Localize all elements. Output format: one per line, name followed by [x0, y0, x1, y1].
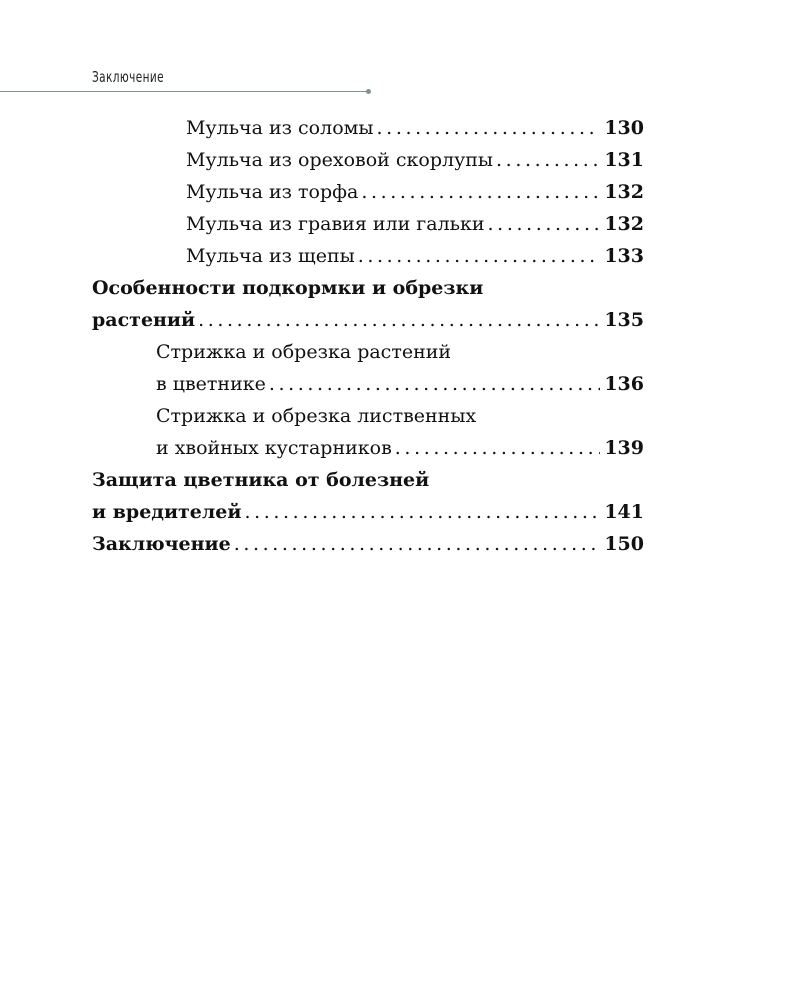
toc-entry-page: 150 — [604, 533, 644, 555]
toc-subsection-heading[interactable] — [92, 336, 644, 368]
toc-entry[interactable] — [92, 176, 644, 208]
dot-leader — [234, 528, 601, 560]
toc-entry-title: и хвойных кустарников — [156, 437, 392, 459]
toc-entry-page: 132 — [604, 181, 644, 203]
toc-entry-title: Мульча из соломы — [186, 117, 374, 139]
toc-entry[interactable] — [92, 144, 644, 176]
toc-entry-title: Мульча из ореховой скорлупы — [186, 149, 494, 171]
header-rule-dot — [366, 89, 371, 94]
toc-entry-title: Заключение — [92, 533, 231, 555]
toc-entry-title: Мульча из торфа — [186, 181, 359, 203]
dot-leader — [496, 144, 600, 176]
table-of-contents — [92, 112, 644, 560]
toc-entry[interactable] — [92, 208, 644, 240]
dot-leader — [358, 240, 601, 272]
toc-subsection-heading[interactable] — [92, 400, 644, 432]
toc-entry[interactable] — [92, 528, 644, 560]
dot-leader — [361, 176, 600, 208]
toc-entry-page: 131 — [604, 149, 644, 171]
toc-entry-title: Особенности подкормки и обрезки — [92, 277, 484, 299]
toc-entry-page: 139 — [604, 437, 644, 459]
toc-entry[interactable] — [92, 240, 644, 272]
toc-entry-page: 132 — [604, 213, 644, 235]
dot-leader — [269, 368, 600, 400]
toc-entry[interactable] — [92, 112, 644, 144]
toc-section-heading[interactable] — [92, 272, 644, 304]
toc-entry-title: и вредителей — [92, 501, 242, 523]
toc-section-heading[interactable] — [92, 464, 644, 496]
dot-leader — [488, 208, 601, 240]
toc-entry-page: 135 — [604, 309, 644, 331]
toc-entry[interactable] — [92, 432, 644, 464]
toc-entry[interactable] — [92, 496, 644, 528]
toc-entry-title: Мульча из щепы — [186, 245, 355, 267]
dot-leader — [198, 304, 600, 336]
toc-entry-title: Мульча из гравия или гальки — [186, 213, 485, 235]
toc-entry-title: Стрижка и обрезка растений — [156, 341, 452, 363]
toc-entry-page: 133 — [604, 245, 644, 267]
dot-leader — [395, 432, 601, 464]
running-header: Заключение — [92, 68, 164, 86]
header-rule — [0, 91, 368, 92]
dot-leader — [377, 112, 601, 144]
toc-entry-page: 141 — [604, 501, 644, 523]
toc-entry[interactable] — [92, 304, 644, 336]
dot-leader — [244, 496, 600, 528]
toc-entry-title: Стрижка и обрезка лиственных — [156, 405, 477, 427]
toc-entry-title: растений — [92, 309, 196, 331]
toc-entry-page: 130 — [604, 117, 644, 139]
toc-entry-page: 136 — [604, 373, 644, 395]
toc-entry[interactable] — [92, 368, 644, 400]
toc-entry-title: в цветнике — [156, 373, 266, 395]
toc-entry-title: Защита цветника от болезней — [92, 469, 430, 491]
